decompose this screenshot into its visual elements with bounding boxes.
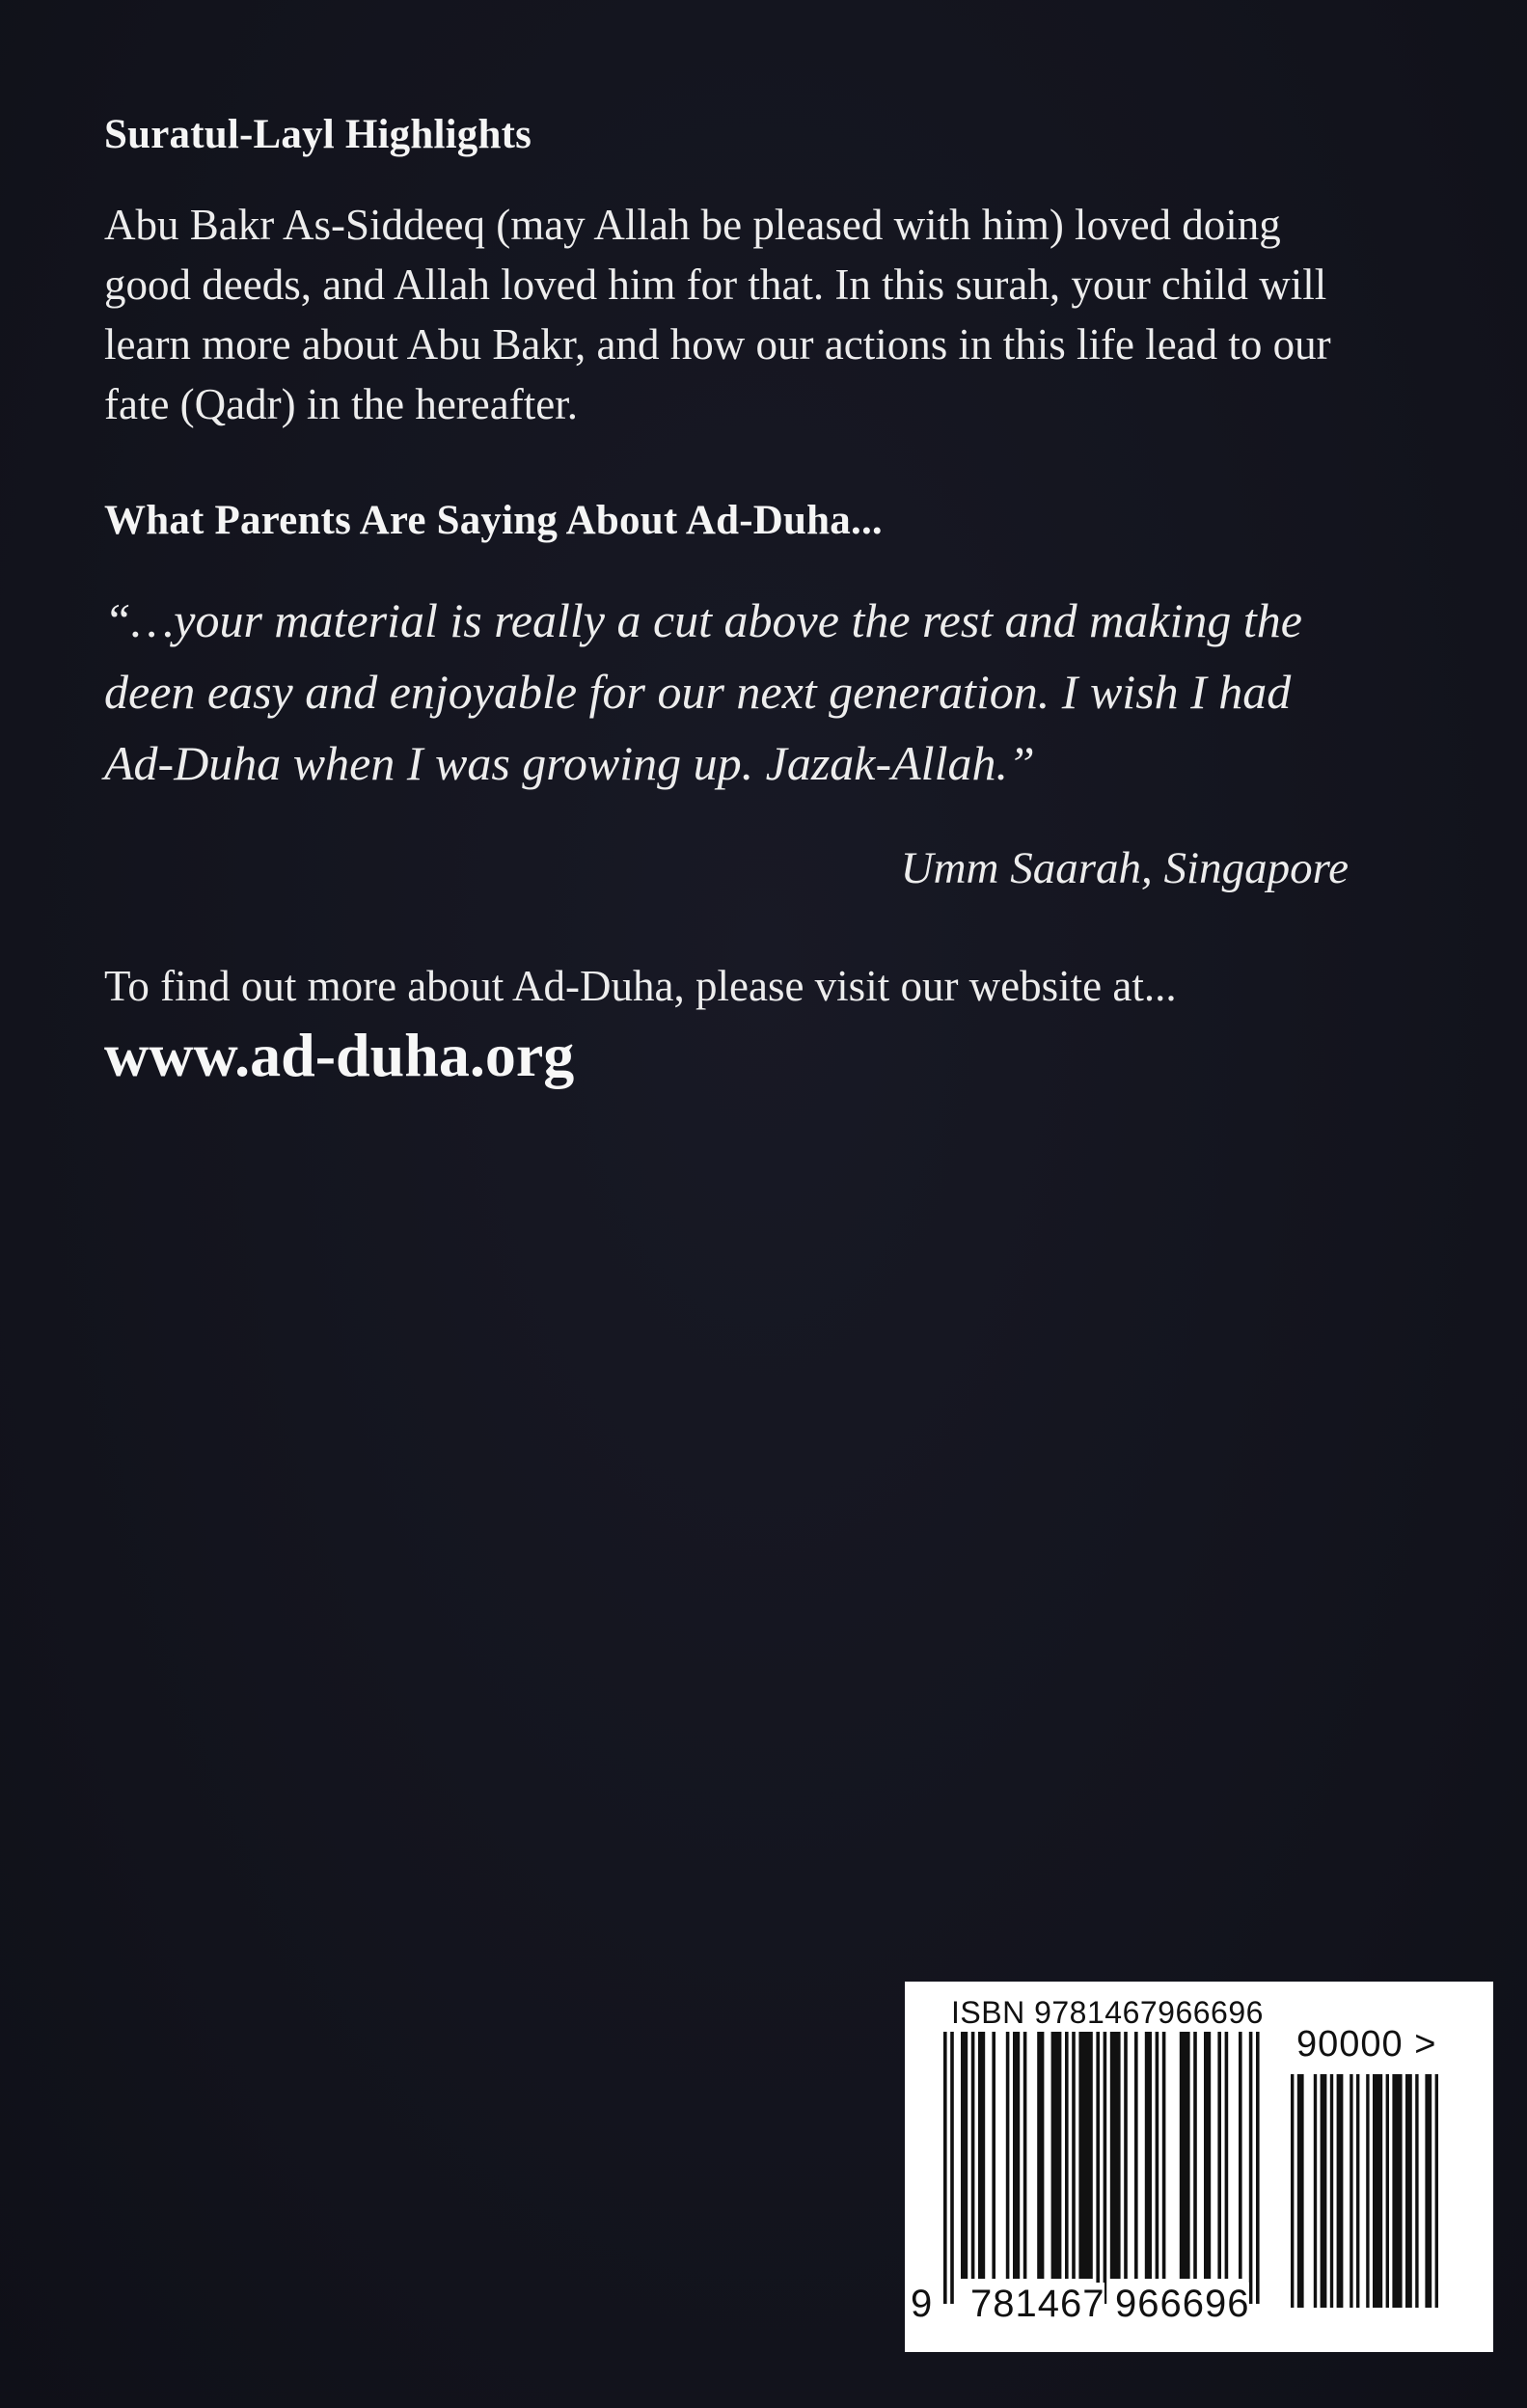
barcode-bar <box>978 2032 985 2279</box>
barcode-digits-right: 966696 <box>1115 2283 1250 2325</box>
barcode-bar <box>1392 2074 1402 2308</box>
barcode-bar <box>1156 2032 1159 2279</box>
testimonial-quote: “…your material is really a cut above the rest and making the deen easy and enjoyable for our next generation. I wish I had Ad-Duha when I was growing up. Jazak-Allah.” <box>104 593 1302 790</box>
barcode-bar <box>1065 2032 1069 2279</box>
barcode-bar <box>1110 2032 1121 2279</box>
price-code: 90000 > <box>1296 2024 1437 2065</box>
highlights-body: Abu Bakr As-Siddeeq (may Allah be pleased with him) loved doing good deeds, and Allah loved him for that. In this surah, your child will learn more about Abu Bakr, and how our actions in this life lead to our fate (Qadr) in the hereafter. <box>104 201 1331 428</box>
barcode-bar <box>971 2032 975 2279</box>
barcode-bar <box>1124 2032 1128 2279</box>
barcode-bar <box>1225 2032 1229 2279</box>
barcode-bar <box>1330 2074 1333 2308</box>
website-url: www.ad-duha.org <box>104 1021 575 1089</box>
barcode-bar <box>1337 2074 1344 2308</box>
testimonial-attribution: Umm Saarah, Singapore <box>900 843 1349 893</box>
barcode-bar <box>1072 2032 1076 2279</box>
ean13-bars <box>943 2032 1275 2308</box>
barcode-bar <box>1051 2032 1062 2279</box>
barcode-bar <box>1204 2032 1211 2279</box>
barcode-bar <box>1193 2032 1197 2279</box>
testimonial-heading: What Parents Are Saying About Ad-Duha... <box>104 498 883 543</box>
barcode-bar <box>1373 2074 1382 2308</box>
barcode-bar <box>1356 2074 1359 2308</box>
barcode-bar <box>992 2032 995 2279</box>
barcode-bar <box>943 2032 947 2304</box>
isbn-label: ISBN 9781467966696 <box>951 1995 1264 2030</box>
barcode-bar <box>1350 2074 1352 2308</box>
barcode-bar <box>1180 2032 1190 2279</box>
website-intro: To find out more about Ad-Duha, please visit our website at... <box>104 962 1177 1010</box>
highlights-heading: Suratul-Layl Highlights <box>104 112 532 157</box>
barcode-digit-lead: 9 <box>911 2283 934 2325</box>
barcode-bar <box>1366 2074 1369 2308</box>
barcode-bar <box>1256 2032 1260 2304</box>
barcode-bar <box>950 2032 954 2304</box>
barcode-bar <box>1162 2032 1166 2279</box>
barcode-bar <box>1386 2074 1389 2308</box>
barcode-bar <box>1321 2074 1327 2308</box>
barcode-bar <box>1425 2074 1432 2308</box>
barcode-bar <box>1023 2032 1027 2279</box>
addon-bars <box>1291 2074 1464 2308</box>
barcode-bar <box>1134 2032 1138 2279</box>
barcode-bar <box>1435 2074 1438 2308</box>
barcode-bar <box>1249 2032 1253 2304</box>
barcode-bar <box>1291 2074 1294 2308</box>
barcode-bar <box>1297 2074 1304 2308</box>
barcode-digits-left: 781467 <box>970 2283 1105 2325</box>
barcode-bar <box>1145 2032 1152 2279</box>
barcode-bar <box>1239 2032 1242 2279</box>
barcode-bar <box>1078 2032 1092 2279</box>
barcode-bar <box>1037 2032 1044 2279</box>
barcode-bar <box>961 2032 968 2279</box>
barcode-bar <box>1104 2032 1107 2304</box>
barcode-bar <box>1405 2074 1412 2308</box>
barcode-bar <box>1415 2074 1418 2308</box>
barcode-bar <box>1006 2032 1010 2279</box>
barcode-bar <box>1096 2032 1100 2304</box>
barcode-bar <box>1013 2032 1020 2279</box>
isbn-barcode <box>905 1982 1493 2352</box>
barcode-bar <box>1217 2032 1221 2279</box>
cover-text-column <box>104 108 1377 1096</box>
barcode-bar <box>1314 2074 1317 2308</box>
